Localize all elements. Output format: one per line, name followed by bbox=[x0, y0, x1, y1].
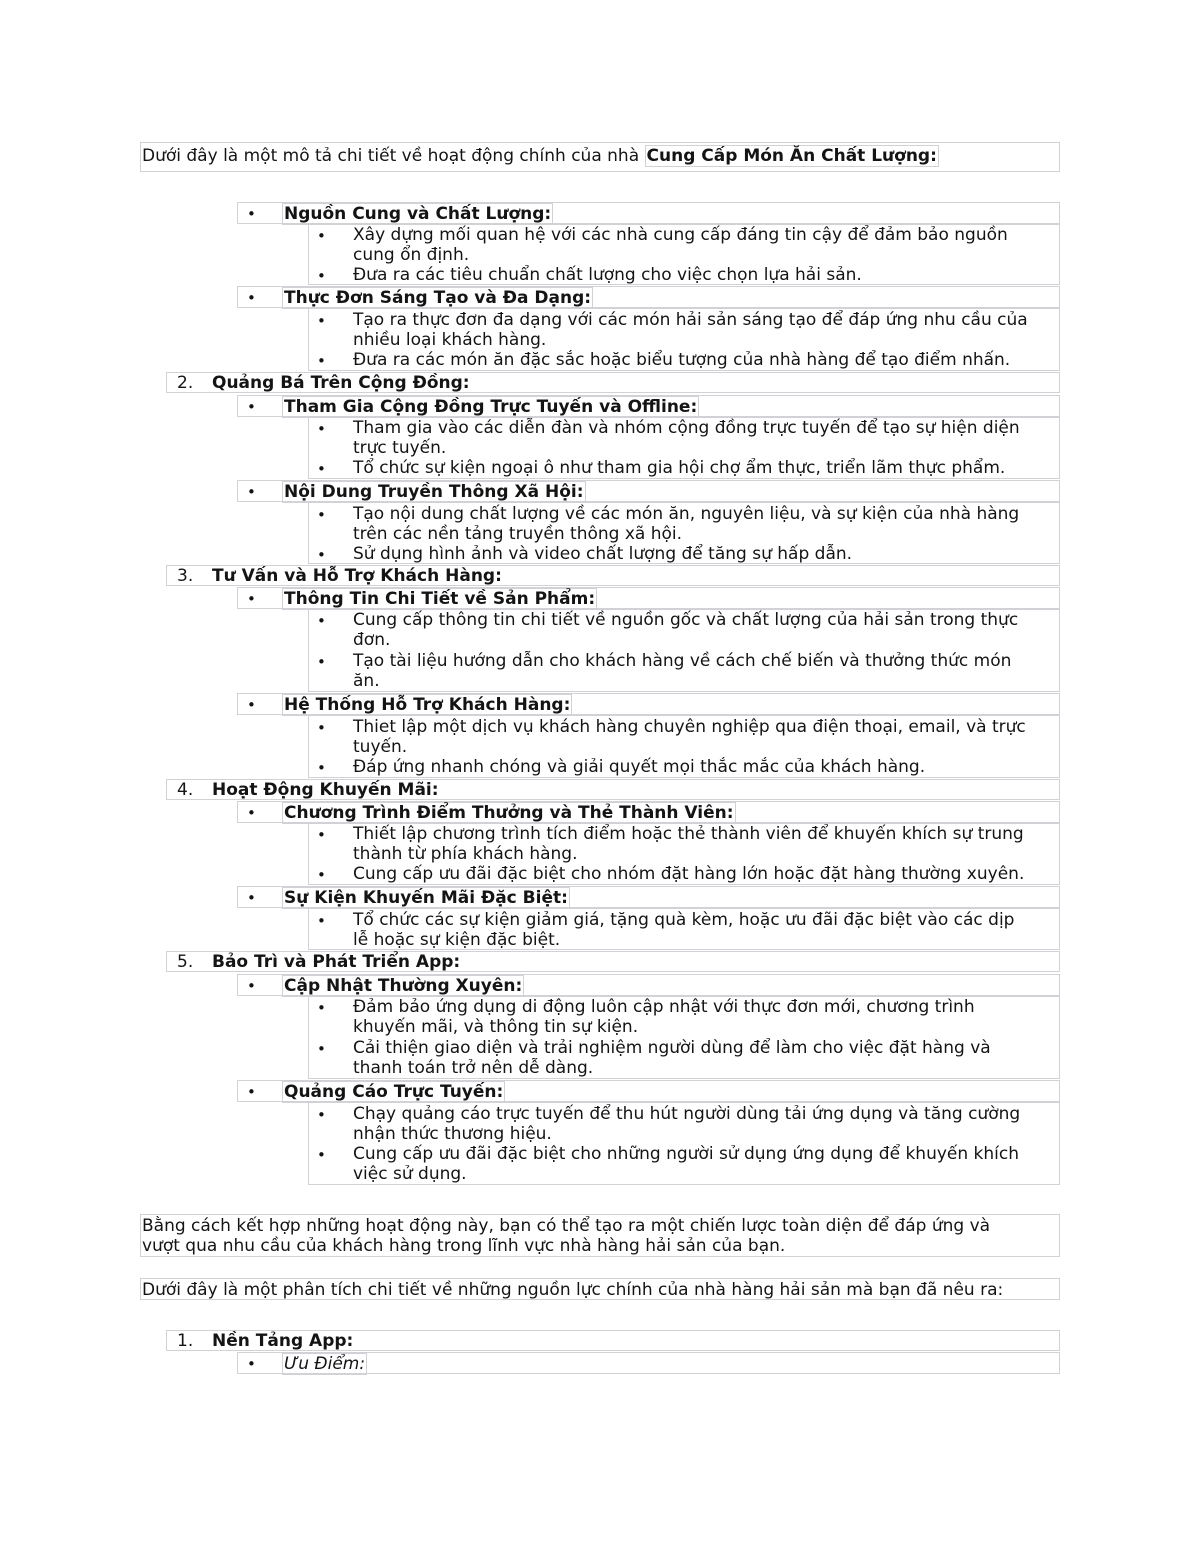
s1-sub-b-title: Thực Đơn Sáng Tạo và Đa Dạng: bbox=[284, 288, 592, 308]
s5-heading bbox=[166, 951, 1060, 972]
s5-b-item2-line1: Cung cấp ưu đãi đặc biệt cho những người sử dụng ứng dụng để khuyến khích bbox=[353, 1144, 1020, 1164]
bullet-marker: • bbox=[247, 1355, 256, 1373]
s4-heading bbox=[166, 779, 1060, 800]
s3-title: Tư Vấn và Hỗ Trợ Khách Hàng: bbox=[212, 566, 502, 586]
s3-a-item1-line2: đơn. bbox=[353, 630, 391, 650]
s1-sub-a bbox=[237, 202, 1060, 224]
s2-a-item1-line1: Tham gia vào các diễn đàn và nhóm cộng đồng trực tuyến để tạo sự hiện diện bbox=[353, 418, 1020, 438]
s2-b-item2: Sử dụng hình ảnh và video chất lượng để tăng sự hấp dẫn. bbox=[353, 544, 853, 564]
s1-sub-a-title: Nguồn Cung và Chất Lượng: bbox=[284, 204, 552, 224]
bullet-marker: • bbox=[247, 483, 256, 501]
s3-sub-b-title: Hệ Thống Hỗ Trợ Khách Hàng: bbox=[284, 695, 571, 715]
bullet-marker: • bbox=[317, 227, 326, 245]
bullet-marker: • bbox=[317, 1146, 326, 1164]
bullet-marker: • bbox=[317, 912, 326, 930]
s4-sub-a-items bbox=[308, 823, 1060, 885]
s5-b-item1-line1: Chạy quảng cáo trực tuyến để thu hút người dùng tải ứng dụng và tăng cường bbox=[353, 1104, 1021, 1124]
r1-heading bbox=[166, 1330, 1060, 1351]
s2-sub-b-items bbox=[308, 502, 1060, 564]
s5-sub-b-items bbox=[308, 1102, 1060, 1185]
r1-sub-title: Ưu Điểm: bbox=[284, 1354, 366, 1374]
bullet-marker: • bbox=[317, 460, 326, 478]
s3-sub-a-items bbox=[308, 609, 1060, 692]
s5-sub-a-title: Cập Nhật Thường Xuyên: bbox=[284, 976, 523, 996]
s3-number: 3. bbox=[177, 566, 194, 586]
bullet-marker: • bbox=[247, 696, 256, 714]
conclusion-line1: Bằng cách kết hợp những hoạt động này, bạn có thể tạo ra một chiến lược toàn diện để đáp ứng và bbox=[142, 1216, 991, 1236]
s4-b-item1-line2: lễ hoặc sự kiện đặc biệt. bbox=[353, 930, 561, 950]
s4-sub-b-items bbox=[308, 908, 1060, 950]
bullet-marker: • bbox=[317, 352, 326, 370]
s5-number: 5. bbox=[177, 952, 194, 972]
s5-a-item2-line1: Cải thiện giao diện và trải nghiệm người dùng để làm cho việc đặt hàng và bbox=[353, 1038, 991, 1058]
bullet-marker: • bbox=[317, 826, 326, 844]
s2-b-item1-line1: Tạo nội dung chất lượng về các món ăn, nguyên liệu, và sự kiện của nhà hàng bbox=[353, 504, 1020, 524]
s5-a-item1-line1: Đảm bảo ứng dụng di động luôn cập nhật với thực đơn mới, chương trình bbox=[353, 997, 975, 1017]
s3-b-item1-line2: tuyến. bbox=[353, 737, 408, 757]
s3-sub-a bbox=[237, 587, 1060, 609]
analysis-intro bbox=[140, 1278, 1060, 1300]
bullet-marker: • bbox=[317, 546, 326, 564]
s2-number: 2. bbox=[177, 373, 194, 393]
bullet-marker: • bbox=[317, 866, 326, 884]
s2-b-item1-line2: trên các nền tảng truyền thông xã hội. bbox=[353, 524, 683, 544]
s1-b-item1-line2: nhiều loại khách hàng. bbox=[353, 330, 547, 350]
bullet-marker: • bbox=[317, 312, 326, 330]
bullet-marker: • bbox=[317, 999, 326, 1017]
s2-sub-a bbox=[237, 395, 1060, 417]
s1-b-item2: Đưa ra các món ăn đặc sắc hoặc biểu tượng của nhà hàng để tạo điểm nhấn. bbox=[353, 350, 1011, 370]
bullet-marker: • bbox=[247, 1083, 256, 1101]
bullet-marker: • bbox=[247, 398, 256, 416]
s4-sub-b-title: Sự Kiện Khuyến Mãi Đặc Biệt: bbox=[284, 888, 568, 908]
r1-sub bbox=[237, 1352, 1060, 1374]
s2-sub-b bbox=[237, 480, 1060, 502]
bullet-marker: • bbox=[317, 267, 326, 285]
s4-a-item2: Cung cấp ưu đãi đặc biệt cho nhóm đặt hàng lớn hoặc đặt hàng thường xuyên. bbox=[353, 864, 1025, 884]
bullet-marker: • bbox=[317, 719, 326, 737]
s3-a-item2-line2: ăn. bbox=[353, 671, 380, 691]
s2-a-item2: Tổ chức sự kiện ngoại ô như tham gia hội chợ ẩm thực, triển lãm thực phẩm. bbox=[353, 458, 1006, 478]
bullet-marker: • bbox=[317, 1106, 326, 1124]
s5-a-item1-line2: khuyến mãi, và thông tin sự kiện. bbox=[353, 1017, 639, 1037]
s2-heading bbox=[166, 372, 1060, 393]
s4-number: 4. bbox=[177, 780, 194, 800]
conclusion-paragraph bbox=[140, 1214, 1060, 1257]
bullet-marker: • bbox=[317, 653, 326, 671]
s1-a-item2: Đưa ra các tiêu chuẩn chất lượng cho việc chọn lựa hải sản. bbox=[353, 265, 862, 285]
s3-sub-b-items bbox=[308, 715, 1060, 778]
s2-a-item1-line2: trực tuyến. bbox=[353, 438, 447, 458]
s3-b-item2: Đáp ứng nhanh chóng và giải quyết mọi thắc mắc của khách hàng. bbox=[353, 757, 926, 777]
s2-sub-a-items bbox=[308, 417, 1060, 479]
s5-title: Bảo Trì và Phát Triển App: bbox=[212, 952, 461, 972]
s1-sub-a-items bbox=[308, 224, 1060, 285]
bullet-marker: • bbox=[317, 420, 326, 438]
s4-b-item1-line1: Tổ chức các sự kiện giảm giá, tặng quà kèm, hoặc ưu đãi đặc biệt vào các dịp bbox=[353, 910, 1015, 930]
s3-sub-b bbox=[237, 693, 1060, 715]
conclusion-line2: vượt qua nhu cầu của khách hàng trong lĩnh vực nhà hàng hải sản của bạn. bbox=[142, 1236, 786, 1256]
s2-sub-a-title: Tham Gia Cộng Đồng Trực Tuyến và Offline: bbox=[284, 397, 698, 417]
s1-sub-b bbox=[237, 286, 1060, 308]
s5-b-item2-line2: việc sử dụng. bbox=[353, 1164, 467, 1184]
bullet-marker: • bbox=[317, 1040, 326, 1058]
s4-sub-b bbox=[237, 886, 1060, 908]
s1-a-item1-line2: cung ổn định. bbox=[353, 245, 470, 265]
s3-a-item2-line1: Tạo tài liệu hướng dẫn cho khách hàng về cách chế biến và thưởng thức món bbox=[353, 651, 1012, 671]
s2-sub-b-title: Nội Dung Truyền Thông Xã Hội: bbox=[284, 482, 584, 502]
bullet-marker: • bbox=[247, 590, 256, 608]
s2-title: Quảng Bá Trên Cộng Đồng: bbox=[212, 373, 470, 393]
s5-sub-b bbox=[237, 1080, 1060, 1102]
s3-sub-a-title: Thông Tin Chi Tiết về Sản Phẩm: bbox=[284, 589, 596, 609]
s5-sub-a bbox=[237, 974, 1060, 996]
s4-title: Hoạt Động Khuyến Mãi: bbox=[212, 780, 439, 800]
intro-paragraph bbox=[140, 142, 1060, 172]
r1-title: Nền Tảng App: bbox=[212, 1331, 354, 1351]
s5-sub-b-title: Quảng Cáo Trực Tuyến: bbox=[284, 1082, 504, 1102]
s4-sub-a-title: Chương Trình Điểm Thưởng và Thẻ Thành Viên: bbox=[284, 803, 734, 823]
bullet-marker: • bbox=[317, 759, 326, 777]
s1-sub-b-items bbox=[308, 308, 1060, 371]
bullet-marker: • bbox=[247, 804, 256, 822]
intro-bold-heading: Cung Cấp Món Ăn Chất Lượng: bbox=[646, 146, 937, 166]
s1-a-item1-line1: Xây dựng mối quan hệ với các nhà cung cấp đáng tin cậy để đảm bảo nguồn bbox=[353, 225, 1008, 245]
s3-a-item1-line1: Cung cấp thông tin chi tiết về nguồn gốc và chất lượng của hải sản trong thực bbox=[353, 610, 1019, 630]
s3-heading bbox=[166, 565, 1060, 586]
bullet-marker: • bbox=[317, 506, 326, 524]
intro-text: Dưới đây là một mô tả chi tiết về hoạt động chính của nhà bbox=[142, 146, 640, 166]
s5-sub-a-items bbox=[308, 996, 1060, 1079]
s4-a-item1-line2: thành từ phía khách hàng. bbox=[353, 844, 578, 864]
bullet-marker: • bbox=[247, 289, 256, 307]
r1-number: 1. bbox=[177, 1331, 194, 1351]
s1-b-item1-line1: Tạo ra thực đơn đa dạng với các món hải sản sáng tạo để đáp ứng nhu cầu của bbox=[353, 310, 1028, 330]
bullet-marker: • bbox=[247, 977, 256, 995]
analysis-intro-text: Dưới đây là một phân tích chi tiết về những nguồn lực chính của nhà hàng hải sản mà bạn đã nêu ra: bbox=[142, 1280, 1004, 1300]
bullet-marker: • bbox=[317, 612, 326, 630]
s4-a-item1-line1: Thiết lập chương trình tích điểm hoặc thẻ thành viên để khuyến khích sự trung bbox=[353, 824, 1024, 844]
s4-sub-a bbox=[237, 801, 1060, 823]
s5-a-item2-line2: thanh toán trở nên dễ dàng. bbox=[353, 1058, 594, 1078]
s5-b-item1-line2: nhận thức thương hiệu. bbox=[353, 1124, 552, 1144]
bullet-marker: • bbox=[247, 205, 256, 223]
s3-b-item1-line1: Thiet lập một dịch vụ khách hàng chuyên nghiệp qua điện thoại, email, và trực bbox=[353, 717, 1026, 737]
bullet-marker: • bbox=[247, 889, 256, 907]
